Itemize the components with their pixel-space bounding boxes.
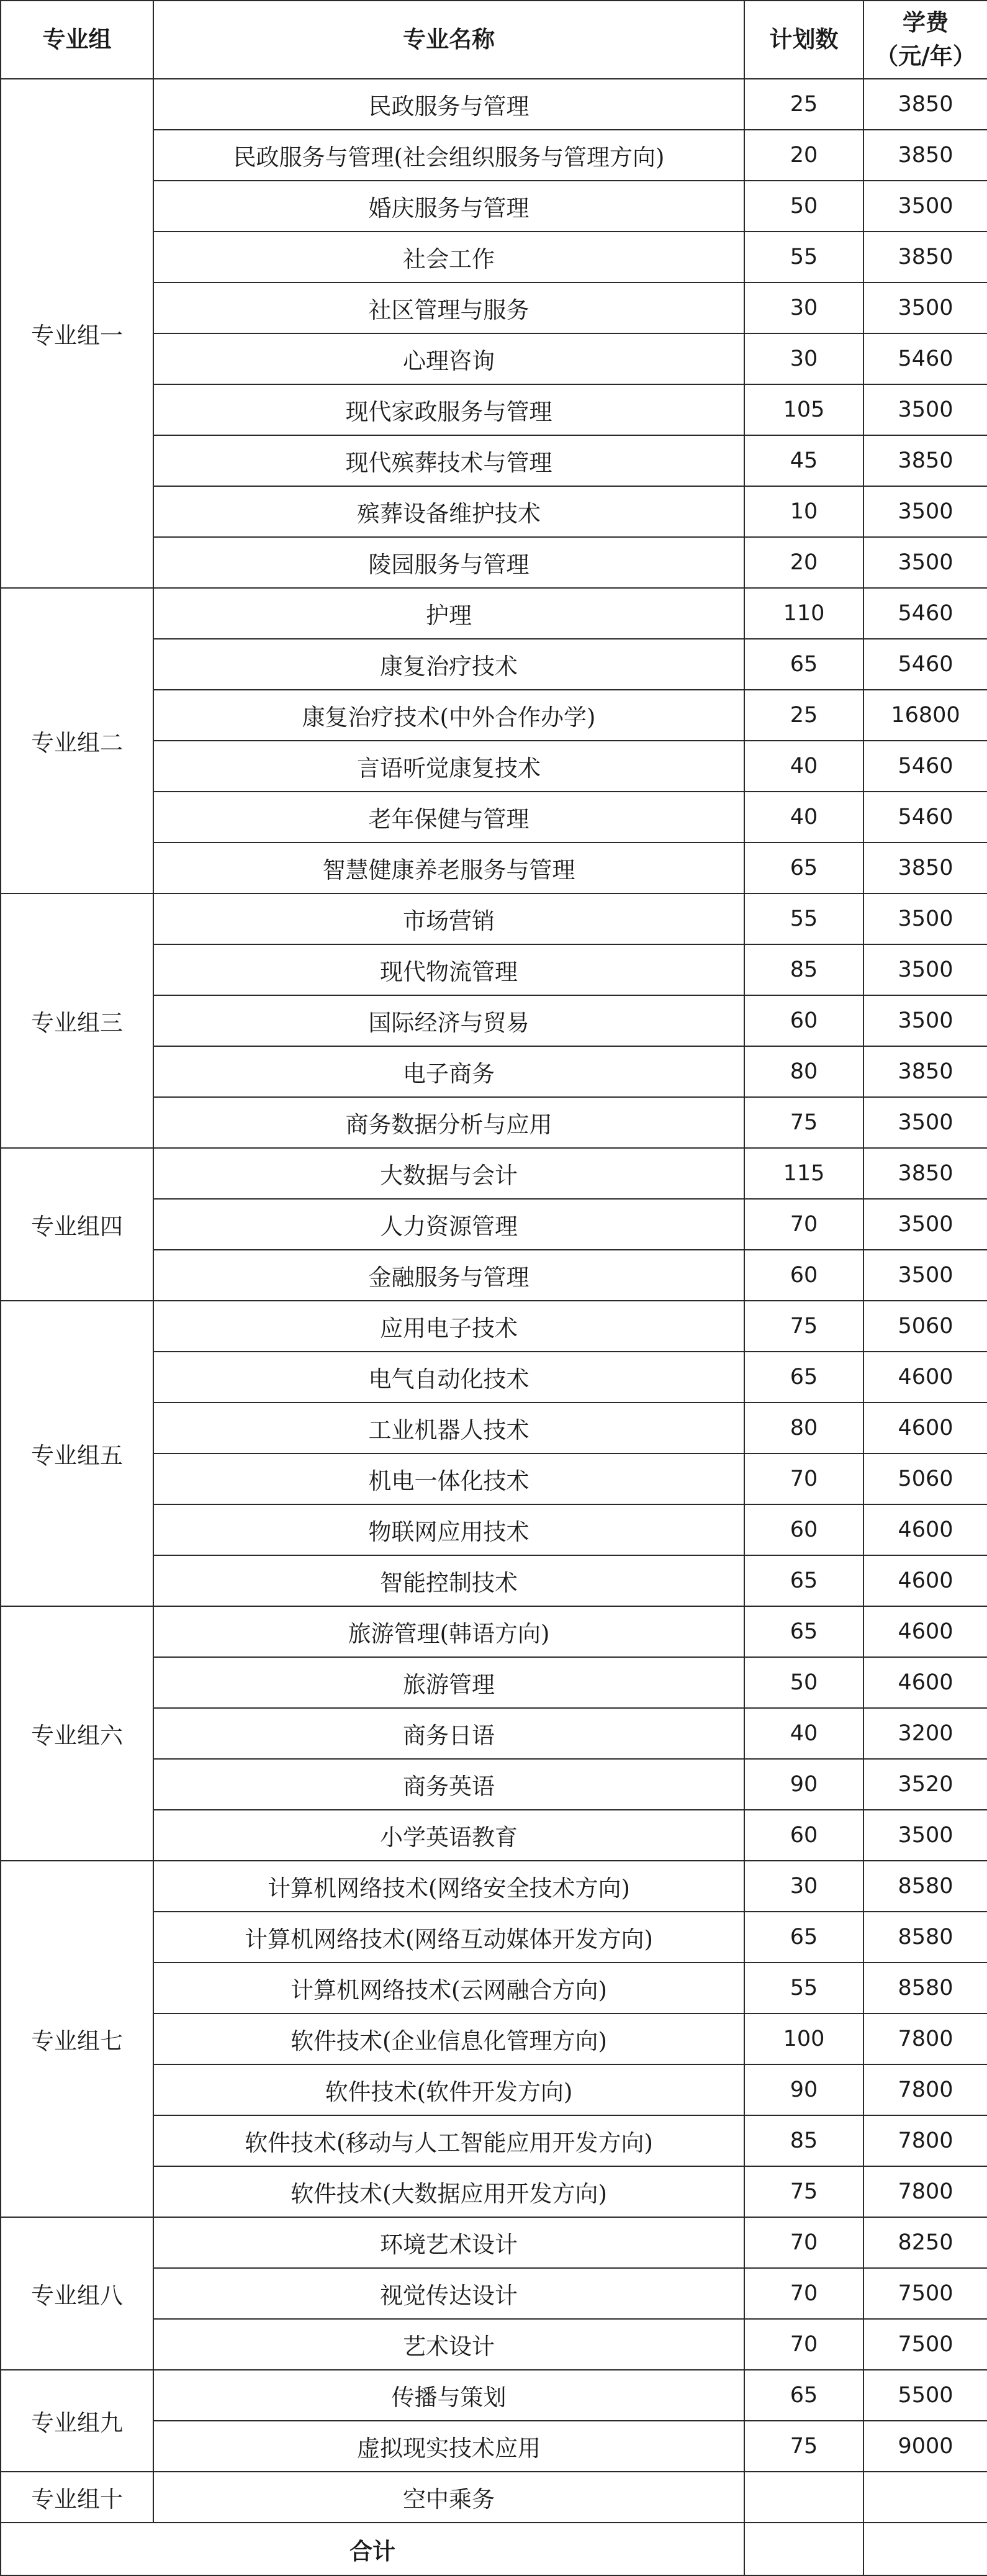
table-row [1,1148,987,1199]
plan-count-cell: 65 [744,843,863,893]
plan-count-cell: 60 [744,1250,863,1301]
plan-count-cell: 30 [744,1861,863,1912]
tuition-fee-cell: 8580 [863,1963,987,2013]
plan-count-cell: 60 [744,1810,863,1861]
plan-count-cell: 115 [744,1148,863,1199]
tuition-fee-cell: 3500 [863,181,987,232]
tuition-fee-cell: 8250 [863,2217,987,2268]
major-name-cell: 人力资源管理 [153,1199,744,1250]
plan-count-cell: 75 [744,1097,863,1148]
major-name-cell: 现代物流管理 [153,944,744,995]
plan-count-cell: 50 [744,181,863,232]
table-row [1,588,987,639]
major-name-cell: 社会工作 [153,232,744,282]
major-name-cell: 市场营销 [153,893,744,944]
tuition-fee-cell: 7500 [863,2319,987,2370]
major-name-cell: 商务英语 [153,1759,744,1810]
total-fee [863,2523,987,2575]
plan-count-cell: 70 [744,1199,863,1250]
tuition-fee-cell: 4600 [863,1504,987,1555]
tuition-fee-cell: 4600 [863,1352,987,1403]
group-name-cell: 专业组十 [1,2472,153,2523]
major-name-cell: 计算机网络技术(云网融合方向) [153,1963,744,2013]
tuition-fee-cell: 7800 [863,2115,987,2166]
tuition-fee-cell: 5460 [863,741,987,792]
major-name-cell: 旅游管理 [153,1657,744,1708]
tuition-fee-cell: 3500 [863,282,987,333]
tuition-fee-cell [863,2472,987,2523]
major-name-cell: 工业机器人技术 [153,1403,744,1453]
tuition-fee-cell: 5460 [863,333,987,384]
tuition-fee-cell: 4600 [863,1606,987,1657]
major-name-cell: 智慧健康养老服务与管理 [153,843,744,893]
major-name-cell: 电子商务 [153,1046,744,1097]
tuition-fee-cell: 4600 [863,1403,987,1453]
plan-count-cell: 20 [744,130,863,181]
tuition-fee-cell: 3500 [863,537,987,588]
table-row [1,1861,987,1912]
plan-count-cell: 25 [744,79,863,130]
plan-count-cell: 85 [744,2115,863,2166]
tuition-fee-cell: 8580 [863,1912,987,1963]
tuition-fee-cell: 9000 [863,2421,987,2472]
major-name-cell: 大数据与会计 [153,1148,744,1199]
header-group: 专业组 [1,1,153,79]
plan-count-cell: 80 [744,1046,863,1097]
major-name-cell: 商务日语 [153,1708,744,1759]
tuition-fee-cell: 3850 [863,1046,987,1097]
table-row [1,2217,987,2268]
tuition-fee-cell: 3850 [863,843,987,893]
plan-count-cell: 65 [744,1606,863,1657]
table-row [1,2370,987,2421]
plan-count-cell: 100 [744,2013,863,2064]
tuition-fee-cell: 7500 [863,2268,987,2319]
group-name-cell: 专业组九 [1,2370,153,2472]
plan-count-cell: 75 [744,2421,863,2472]
major-name-cell: 民政服务与管理(社会组织服务与管理方向) [153,130,744,181]
plan-count-cell: 55 [744,893,863,944]
major-name-cell: 殡葬设备维护技术 [153,486,744,537]
header-major: 专业名称 [153,1,744,79]
header-plan: 计划数 [744,1,863,79]
major-name-cell: 传播与策划 [153,2370,744,2421]
plan-count-cell: 65 [744,1352,863,1403]
major-name-cell: 旅游管理(韩语方向) [153,1606,744,1657]
total-row [1,2523,987,2575]
plan-count-cell: 85 [744,944,863,995]
plan-count-cell: 75 [744,2166,863,2217]
major-name-cell: 虚拟现实技术应用 [153,2421,744,2472]
plan-count-cell: 80 [744,1403,863,1453]
major-name-cell: 艺术设计 [153,2319,744,2370]
major-name-cell: 金融服务与管理 [153,1250,744,1301]
major-name-cell: 现代家政服务与管理 [153,384,744,435]
tuition-fee-cell: 3500 [863,1810,987,1861]
tuition-fee-cell: 4600 [863,1657,987,1708]
plan-count-cell: 70 [744,1453,863,1504]
tuition-fee-cell: 3850 [863,232,987,282]
tuition-fee-cell: 7800 [863,2064,987,2115]
tuition-fee-cell: 3850 [863,130,987,181]
table-row [1,893,987,944]
major-name-cell: 小学英语教育 [153,1810,744,1861]
tuition-fee-cell: 16800 [863,690,987,741]
tuition-fee-cell: 3500 [863,1097,987,1148]
major-name-cell: 空中乘务 [153,2472,744,2523]
plan-count-cell: 50 [744,1657,863,1708]
major-name-cell: 软件技术(企业信息化管理方向) [153,2013,744,2064]
header-fee [863,1,987,79]
major-name-cell: 应用电子技术 [153,1301,744,1352]
tuition-fee-cell: 3850 [863,435,987,486]
plan-count-cell: 105 [744,384,863,435]
major-name-cell: 机电一体化技术 [153,1453,744,1504]
plan-count-cell: 65 [744,1912,863,1963]
group-name-cell: 专业组三 [1,893,153,1148]
major-name-cell: 陵园服务与管理 [153,537,744,588]
group-name-cell: 专业组五 [1,1301,153,1606]
table-row [1,1606,987,1657]
plan-count-cell: 30 [744,333,863,384]
tuition-fee-cell: 3850 [863,1148,987,1199]
major-name-cell: 社区管理与服务 [153,282,744,333]
major-name-cell: 商务数据分析与应用 [153,1097,744,1148]
tuition-fee-cell: 5060 [863,1453,987,1504]
major-name-cell: 计算机网络技术(网络安全技术方向) [153,1861,744,1912]
header-fee-title: 学费 [903,9,949,37]
major-name-cell: 物联网应用技术 [153,1504,744,1555]
total-label: 合计 [1,2523,744,2575]
plan-count-cell: 65 [744,639,863,690]
tuition-fee-cell: 3500 [863,944,987,995]
major-name-cell: 康复治疗技术(中外合作办学) [153,690,744,741]
major-name-cell: 视觉传达设计 [153,2268,744,2319]
plan-count-cell: 70 [744,2268,863,2319]
plan-count-cell: 30 [744,282,863,333]
header-fee-unit: （元/年） [875,42,976,70]
table-row [1,1301,987,1352]
tuition-fee-cell: 5460 [863,792,987,843]
plan-count-cell: 75 [744,1301,863,1352]
tuition-fee-cell: 3850 [863,79,987,130]
table-body [1,79,987,2523]
group-name-cell: 专业组四 [1,1148,153,1301]
tuition-fee-cell: 3500 [863,1199,987,1250]
plan-count-cell: 60 [744,1504,863,1555]
tuition-fee-cell: 3520 [863,1759,987,1810]
major-name-cell: 婚庆服务与管理 [153,181,744,232]
group-name-cell: 专业组二 [1,588,153,893]
major-name-cell: 老年保健与管理 [153,792,744,843]
total-plan [744,2523,863,2575]
major-name-cell: 护理 [153,588,744,639]
tuition-fee-cell: 3500 [863,1250,987,1301]
header-row [1,1,987,79]
plan-count-cell [744,2472,863,2523]
plan-count-cell: 45 [744,435,863,486]
major-name-cell: 电气自动化技术 [153,1352,744,1403]
plan-count-cell: 65 [744,2370,863,2421]
major-name-cell: 现代殡葬技术与管理 [153,435,744,486]
table-row [1,79,987,130]
plan-count-cell: 20 [744,537,863,588]
major-name-cell: 民政服务与管理 [153,79,744,130]
tuition-fee-cell: 3500 [863,995,987,1046]
plan-count-cell: 90 [744,1759,863,1810]
plan-count-cell: 40 [744,741,863,792]
tuition-fee-cell: 5500 [863,2370,987,2421]
group-name-cell: 专业组八 [1,2217,153,2370]
plan-count-cell: 110 [744,588,863,639]
major-name-cell: 软件技术(移动与人工智能应用开发方向) [153,2115,744,2166]
group-name-cell: 专业组七 [1,1861,153,2217]
plan-count-cell: 40 [744,1708,863,1759]
group-name-cell: 专业组一 [1,79,153,588]
table-row [1,2472,987,2523]
group-name-cell: 专业组六 [1,1606,153,1861]
plan-count-cell: 40 [744,792,863,843]
plan-count-cell: 70 [744,2319,863,2370]
tuition-fee-cell: 5060 [863,1301,987,1352]
tuition-fee-cell: 3200 [863,1708,987,1759]
major-name-cell: 智能控制技术 [153,1555,744,1606]
tuition-fee-cell: 4600 [863,1555,987,1606]
major-name-cell: 心理咨询 [153,333,744,384]
tuition-fee-cell: 5460 [863,639,987,690]
plan-count-cell: 70 [744,2217,863,2268]
tuition-fee-cell: 8580 [863,1861,987,1912]
tuition-fee-cell: 3500 [863,486,987,537]
plan-count-cell: 60 [744,995,863,1046]
plan-count-cell: 10 [744,486,863,537]
plan-count-cell: 55 [744,1963,863,2013]
major-name-cell: 康复治疗技术 [153,639,744,690]
major-name-cell: 言语听觉康复技术 [153,741,744,792]
plan-count-cell: 65 [744,1555,863,1606]
plan-count-cell: 25 [744,690,863,741]
tuition-fee-cell: 7800 [863,2013,987,2064]
tuition-fee-cell: 3500 [863,384,987,435]
major-name-cell: 环境艺术设计 [153,2217,744,2268]
major-name-cell: 计算机网络技术(网络互动媒体开发方向) [153,1912,744,1963]
plan-count-cell: 90 [744,2064,863,2115]
tuition-fee-cell: 3500 [863,893,987,944]
tuition-fee-cell: 5460 [863,588,987,639]
major-name-cell: 国际经济与贸易 [153,995,744,1046]
plan-count-cell: 55 [744,232,863,282]
tuition-fee-cell: 7800 [863,2166,987,2217]
major-name-cell: 软件技术(软件开发方向) [153,2064,744,2115]
major-name-cell: 软件技术(大数据应用开发方向) [153,2166,744,2217]
